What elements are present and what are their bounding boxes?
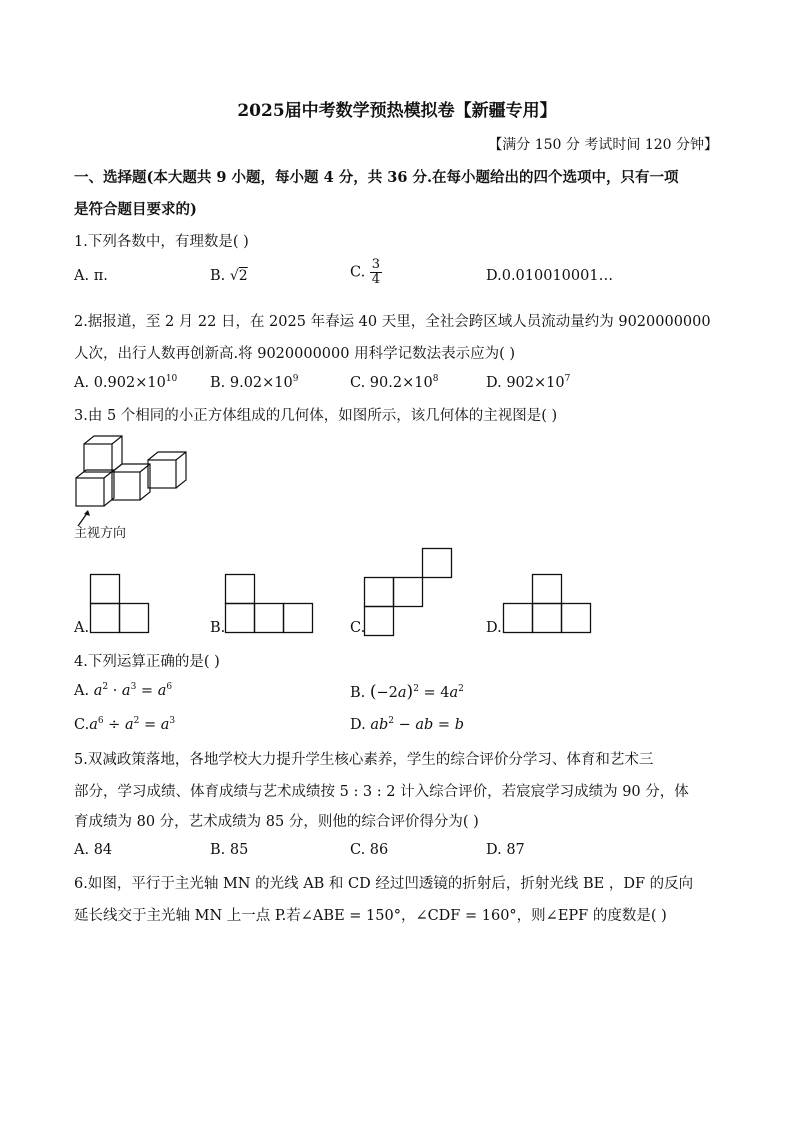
question-3-option-d-label: D. — [486, 620, 502, 636]
question-4-option-b: B. $(-2a)^2 = 4a^2$ — [350, 682, 464, 702]
question-1-option-c: C. $\frac{3}{4}$ — [350, 257, 381, 287]
question-3-option-d-figure — [503, 574, 593, 634]
question-3-option-b-label: B. — [210, 620, 226, 636]
question-5-option-a: A. 84 — [74, 842, 113, 858]
question-5-line3: 育成绩为 80 分，艺术成绩为 85 分，则他的综合评价得分为( ) — [74, 814, 479, 830]
question-5-line1: 5.双减政策落地，各地学校大力提升学生核心素养，学生的综合评价分学习、体育和艺术三 — [74, 752, 654, 768]
question-3-option-b-figure — [225, 574, 315, 634]
question-2-option-a: A. $0.902\times 10^{10}$ — [74, 374, 178, 391]
question-2-line1: 2.据报道，至 2 月 22 日，在 2025 年春运 40 天里，全社会跨区域人员流动量约为 9020000000 — [74, 314, 711, 330]
question-5-option-c: C. 86 — [350, 842, 389, 858]
question-3-stem: 3.由 5 个相同的小正方体组成的几何体，如图所示，该几何体的主视图是( ) — [74, 408, 558, 424]
question-4-option-a: A. $a^2 \cdot a^3 = a^6$ — [74, 682, 173, 699]
question-4-option-c: $C.a^6 \div a^2 = a^3$ — [74, 716, 176, 733]
question-2-line2: 人次，出行人数再创新高.将 9020000000 用科学记数法表示应为( ) — [74, 346, 516, 362]
question-6-line1: 6.如图，平行于主光轴 MN 的光线 AB 和 CD 经过凹透镜的折射后，折射光线 BE ，DF 的反向 — [74, 876, 694, 892]
section-heading-line1: 一、选择题(本大题共 9 小题，每小题 4 分，共 36 分.在每小题给出的四个选项中，只有一项 — [74, 169, 679, 186]
question-5-option-b: B. 85 — [210, 842, 249, 858]
question-2-option-d: D. $902\times 10^7$ — [486, 374, 571, 391]
question-5-option-d: D. 87 — [486, 842, 525, 858]
question-3-option-c-figure — [364, 548, 454, 638]
question-3-option-c-label: C. — [350, 620, 366, 636]
exam-info: 【满分 150 分 考试时间 120 分钟】 — [488, 137, 718, 153]
question-1-stem: 1.下列各数中，有理数是( ) — [74, 234, 249, 250]
question-2-option-c: C. $90.2\times 10^8$ — [350, 374, 439, 391]
question-1-option-a: A. π. — [74, 268, 108, 284]
question-1-option-b: B. √2 — [210, 268, 248, 284]
question-3-option-a-label: A. — [74, 620, 90, 636]
question-3-option-a-figure — [90, 574, 150, 634]
question-4-stem: 4.下列运算正确的是( ) — [74, 654, 220, 670]
question-1-option-d: D.0.010010001… — [486, 268, 614, 284]
section-heading-line2: 是符合题目要求的) — [74, 201, 197, 218]
question-2-option-b: B. $9.02\times 10^9$ — [210, 374, 299, 391]
question-4-option-d: D. $ab^2$ − ab = b — [350, 716, 464, 733]
question-6-line2: 延长线交于主光轴 MN 上一点 P.若∠ABE = 150°，∠CDF = 160°，则∠EPF 的度数是( ) — [74, 908, 667, 924]
page-title: 2025届中考数学预热模拟卷【新疆专用】 — [237, 101, 557, 121]
question-5-line2: 部分，学习成绩、体育成绩与艺术成绩按 5 : 3 : 2 计入综合评价，若宸宸学习成绩为 90 分，体 — [74, 784, 689, 800]
view-direction-label: 主视方向 — [74, 526, 127, 541]
cube-solid-figure — [74, 432, 194, 512]
